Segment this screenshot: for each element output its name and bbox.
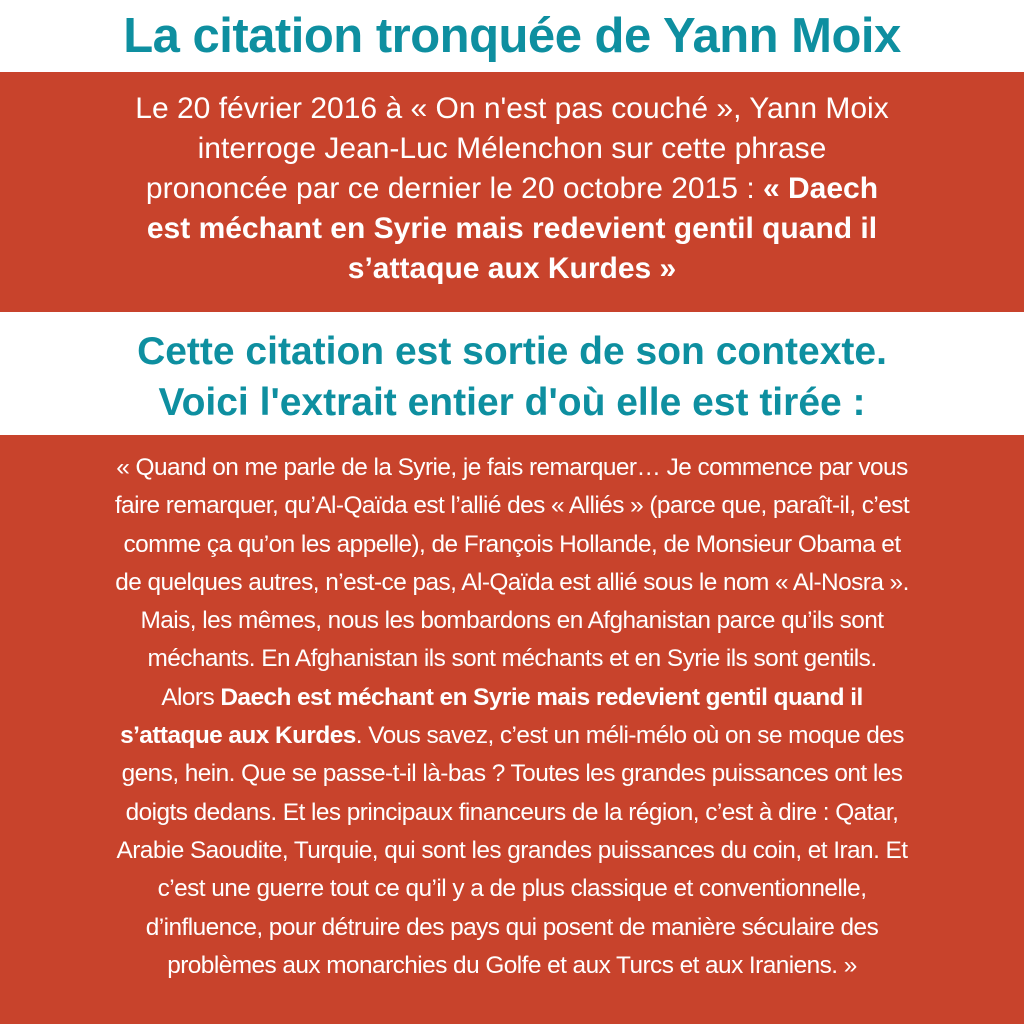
intro-line — [40, 169, 984, 209]
quote-line — [12, 679, 1012, 717]
quote-line: méchants. En Afghanistan ils sont méchants et en Syrie ils sont gentils. — [147, 645, 877, 673]
quote-text: Alors — [161, 683, 221, 711]
quote-line: doigts dedans. Et les principaux financeurs de la région, c’est à dire : Qatar, — [125, 798, 899, 826]
quote-line: comme ça qu’on les appelle), de François Hollande, de Monsieur Obama et — [123, 530, 901, 558]
intro-line — [40, 209, 984, 249]
quote-text: . Vous savez, c’est un méli-mélo où on se moque des — [355, 722, 904, 750]
intro-line: interroge Jean-Luc Mélenchon sur cette phrase — [197, 132, 827, 165]
quote-line: de quelques autres, n’est-ce pas, Al-Qaïda est allié sous le nom « Al-Nosra ». — [115, 568, 909, 596]
quote-line: faire remarquer, qu’Al-Qaïda est l’allié des « Alliés » (parce que, paraît-il, c’est — [114, 492, 910, 520]
quote-highlight: s’attaque aux Kurdes — [120, 722, 356, 750]
quote-line — [12, 717, 1012, 755]
quote-line: « Quand on me parle de la Syrie, je fais remarquer… Je commence par vous — [116, 454, 908, 481]
intro-line — [40, 249, 984, 289]
intro-text: prononcée par ce dernier le 20 octobre 2015 : — [145, 172, 763, 205]
quote-line: c’est une guerre tout ce qu’il y a de plus classique et conventionnelle, — [157, 875, 867, 903]
quote-line: Mais, les mêmes, nous les bombardons en Afghanistan parce qu’ils sont — [140, 607, 884, 635]
section-heading-line: Cette citation est sortie de son contexte. — [137, 330, 887, 373]
page-title: La citation tronquée de Yann Moix — [123, 9, 901, 63]
section-heading-line: Voici l'extrait entier d'où elle est tirée : — [158, 381, 866, 424]
intro-line: Le 20 février 2016 à « On n'est pas couché », Yann Moix — [135, 92, 889, 125]
quote-line: d’influence, pour détruire des pays qui posent de manière séculaire des — [145, 913, 879, 941]
quote-line: Arabie Saoudite, Turquie, qui sont les grandes puissances du coin, et Iran. Et — [116, 836, 908, 864]
full-quote-box — [0, 435, 1024, 1024]
quote-highlight: « Daech — [763, 172, 879, 205]
section-heading — [0, 318, 1024, 430]
quote-highlight: Daech est méchant en Syrie mais redevient gentil quand il — [220, 683, 863, 711]
quote-highlight: est méchant en Syrie mais redevient gentil quand il — [146, 212, 878, 245]
quote-line: gens, hein. Que se passe-t-il là-bas ? Toutes les grandes puissances ont les — [121, 760, 903, 788]
quote-line: problèmes aux monarchies du Golfe et aux Turcs et aux Iraniens. » — [167, 951, 857, 979]
quote-highlight: s’attaque aux Kurdes » — [347, 252, 677, 285]
intro-box — [0, 72, 1024, 312]
